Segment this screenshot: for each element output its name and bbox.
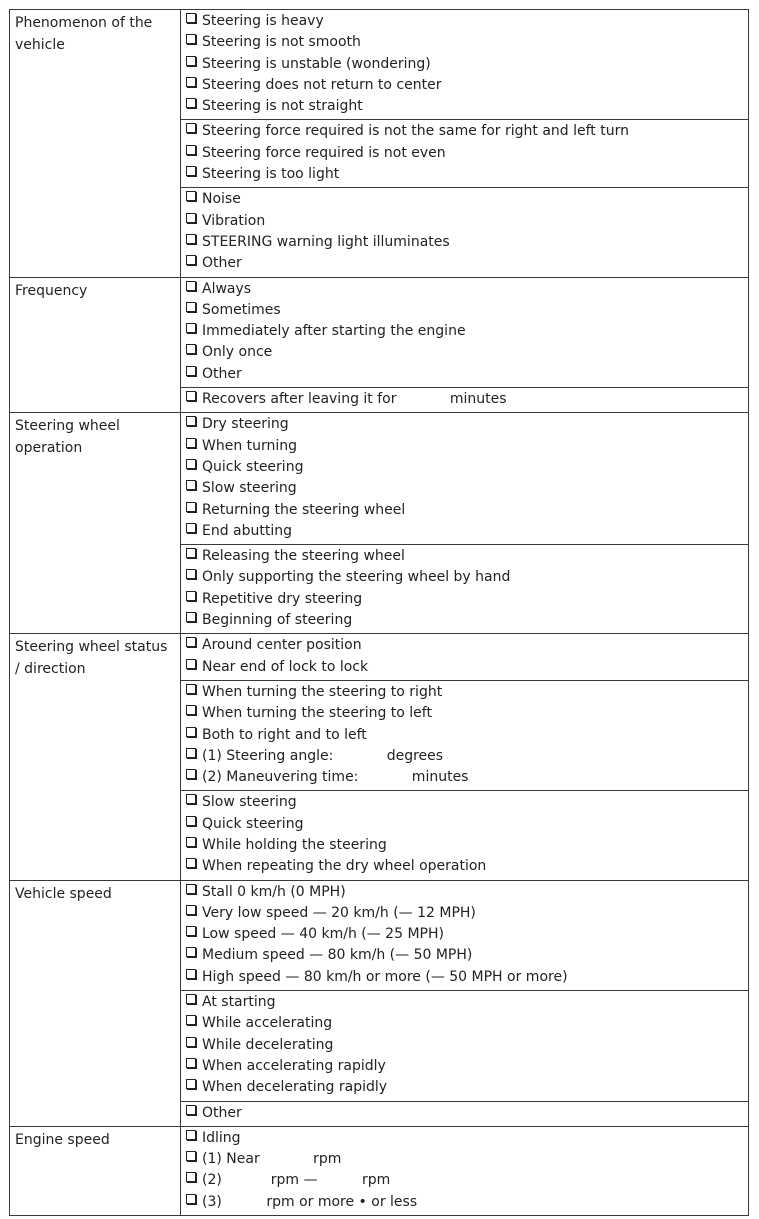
checkbox-icon[interactable] [186,727,196,737]
checkbox-icon[interactable] [186,302,196,312]
checkbox-option[interactable] [186,279,748,300]
option-label: High speed — 80 km/h or more (— 50 MPH or more) [202,968,568,985]
option-group [181,790,748,879]
options-cell [181,634,749,880]
worksheet-row [10,634,749,880]
diagnosis-worksheet-table [9,9,749,1216]
option-group [181,990,748,1100]
checkbox-option[interactable] [186,189,748,210]
checkbox-option[interactable] [186,814,748,835]
worksheet-row [10,1126,749,1215]
checkbox-icon[interactable] [186,523,196,533]
option-label: Near end of lock to lock [202,658,369,675]
option-label: Quick steering [202,815,304,832]
option-group [181,1127,748,1215]
checkbox-option[interactable] [186,121,748,142]
checkbox-option[interactable] [186,635,748,656]
option-label: Steering is unstable (wondering) [202,55,431,72]
checkbox-option[interactable] [186,856,748,877]
checkbox-icon[interactable] [186,1194,196,1204]
category-label: Steering wheel operation [10,413,181,634]
checkbox-option[interactable] [186,610,748,631]
option-label: Repetitive dry steering [202,590,363,607]
checkbox-option[interactable] [186,253,748,274]
checkbox-option[interactable] [186,478,748,499]
option-label: Steering does not return to center [202,76,442,93]
checkbox-icon[interactable] [186,569,196,579]
option-group [181,634,748,680]
checkbox-option[interactable] [186,457,748,478]
option-label: Slow steering [202,794,297,811]
option-label: When turning the steering to left [202,705,432,722]
option-label: Slow steering [202,480,297,497]
checkbox-icon[interactable] [186,947,196,957]
checkbox-option[interactable] [186,703,748,724]
checkbox-icon[interactable] [186,191,196,201]
option-label: STEERING warning light illuminates [202,233,450,250]
checkbox-icon[interactable] [186,416,196,426]
checkbox-option[interactable] [186,1056,748,1077]
checkbox-icon[interactable] [186,255,196,265]
option-group [181,10,748,119]
option-group [181,387,748,412]
checkbox-icon[interactable] [186,905,196,915]
checkbox-icon[interactable] [186,1058,196,1068]
checkbox-icon[interactable] [186,438,196,448]
checkbox-option[interactable] [186,967,748,988]
checkbox-option[interactable] [186,589,748,610]
checkbox-icon[interactable] [186,13,196,23]
checkbox-icon[interactable] [186,926,196,936]
option-label: (2) rpm — rpm [202,1172,391,1189]
category-label: Engine speed [10,1126,181,1215]
checkbox-icon[interactable] [186,1079,196,1089]
checkbox-icon[interactable] [186,969,196,979]
checkbox-option[interactable] [186,882,748,903]
worksheet-row [10,277,749,413]
worksheet-row [10,10,749,278]
options-cell [181,277,749,413]
option-label: Both to right and to left [202,726,367,743]
option-group [181,1101,748,1126]
option-label: Only supporting the steering wheel by hand [202,569,511,586]
option-group [181,187,748,276]
option-label: Noise [202,191,241,208]
option-label: Releasing the steering wheel [202,548,405,565]
checkbox-option[interactable] [186,546,748,567]
checkbox-option[interactable] [186,746,748,767]
checkbox-icon[interactable] [186,366,196,376]
option-label: While holding the steering [202,836,387,853]
checkbox-option[interactable] [186,321,748,342]
option-group [181,278,748,387]
option-label: Dry steering [202,416,289,433]
checkbox-option[interactable] [186,1077,748,1098]
checkbox-option[interactable] [186,1013,748,1034]
checkbox-option[interactable] [186,364,748,385]
checkbox-icon[interactable] [186,1172,196,1182]
option-label: At starting [202,994,276,1011]
checkbox-icon[interactable] [186,323,196,333]
checkbox-icon[interactable] [186,837,196,847]
checkbox-option[interactable] [186,75,748,96]
option-label: (2) Maneuvering time: minutes [202,769,469,786]
option-label: Vibration [202,212,266,229]
checkbox-icon[interactable] [186,1037,196,1047]
checkbox-icon[interactable] [186,77,196,87]
checkbox-icon[interactable] [186,1130,196,1140]
option-label: End abutting [202,522,293,539]
checkbox-icon[interactable] [186,816,196,826]
option-group [181,680,748,790]
option-label: Around center position [202,637,362,654]
checkbox-icon[interactable] [186,459,196,469]
checkbox-icon[interactable] [186,34,196,44]
checkbox-option[interactable] [186,500,748,521]
option-label: Steering is heavy [202,13,324,29]
option-label: Low speed — 40 km/h (— 25 MPH) [202,926,444,943]
worksheet-row [10,413,749,634]
option-label: Always [202,280,252,297]
category-label: Phenomenon of the vehicle [10,10,181,278]
checkbox-icon[interactable] [186,994,196,1004]
option-label: When turning [202,437,298,454]
option-label: Other [202,1104,242,1121]
checkbox-icon[interactable] [186,705,196,715]
option-label: Recovers after leaving it for minutes [202,391,507,408]
option-group [181,413,748,544]
checkbox-option[interactable] [186,835,748,856]
checkbox-option[interactable] [186,924,748,945]
option-label: (1) Near rpm [202,1151,342,1168]
checkbox-icon[interactable] [186,748,196,758]
category-label: Vehicle speed [10,880,181,1126]
checkbox-icon[interactable] [186,213,196,223]
option-label: When decelerating rapidly [202,1079,388,1096]
option-label: When repeating the dry wheel operation [202,858,487,875]
checkbox-option[interactable] [186,54,748,75]
checkbox-option[interactable] [186,300,748,321]
option-label: Steering force required is not the same for right and left turn [202,123,629,140]
checkbox-option[interactable] [186,143,748,164]
checkbox-icon[interactable] [186,769,196,779]
checkbox-option[interactable] [186,1128,748,1149]
options-cell [181,10,749,278]
checkbox-icon[interactable] [186,794,196,804]
checkbox-option[interactable] [186,164,748,185]
checkbox-icon[interactable] [186,56,196,66]
checkbox-option[interactable] [186,342,748,363]
option-label: Stall 0 km/h (0 MPH) [202,883,346,900]
checkbox-option[interactable] [186,992,748,1013]
option-label: Steering is not smooth [202,34,361,51]
checkbox-option[interactable] [186,414,748,435]
checkbox-option[interactable] [186,521,748,542]
checkbox-option[interactable] [186,567,748,588]
checkbox-icon[interactable] [186,480,196,490]
category-label: Steering wheel status / direction [10,634,181,880]
checkbox-icon[interactable] [186,591,196,601]
option-group [181,544,748,633]
option-label: While accelerating [202,1015,333,1032]
checkbox-option[interactable] [186,767,748,788]
option-label: (1) Steering angle: degrees [202,747,444,764]
option-group [181,881,748,990]
checkbox-option[interactable] [186,725,748,746]
option-label: Only once [202,344,273,361]
checkbox-option[interactable] [186,945,748,966]
option-label: (3) rpm or more • or less [202,1193,418,1210]
checkbox-option[interactable] [186,32,748,53]
checkbox-icon[interactable] [186,548,196,558]
checkbox-option[interactable] [186,11,748,32]
worksheet-body [10,10,749,1216]
option-label: Quick steering [202,458,304,475]
checkbox-icon[interactable] [186,145,196,155]
checkbox-icon[interactable] [186,234,196,244]
option-label: Beginning of steering [202,612,353,629]
checkbox-icon[interactable] [186,281,196,291]
checkbox-option[interactable] [186,682,748,703]
option-group [181,119,748,187]
worksheet-row [10,880,749,1126]
checkbox-option[interactable] [186,1170,748,1191]
option-label: While decelerating [202,1036,334,1053]
checkbox-option[interactable] [186,96,748,117]
options-cell [181,880,749,1126]
checkbox-icon[interactable] [186,612,196,622]
checkbox-icon[interactable] [186,684,196,694]
option-label: Medium speed — 80 km/h (— 50 MPH) [202,947,473,964]
option-label: Sometimes [202,301,281,318]
option-label: Immediately after starting the engine [202,323,466,340]
option-label: When accelerating rapidly [202,1057,386,1074]
checkbox-icon[interactable] [186,884,196,894]
checkbox-option[interactable] [186,232,748,253]
checkbox-option[interactable] [186,792,748,813]
options-cell [181,413,749,634]
option-label: Other [202,365,242,382]
checkbox-icon[interactable] [186,659,196,669]
option-label: Steering force required is not even [202,144,446,161]
checkbox-option[interactable] [186,1149,748,1170]
option-label: Very low speed — 20 km/h (— 12 MPH) [202,904,476,921]
checkbox-icon[interactable] [186,858,196,868]
checkbox-icon[interactable] [186,98,196,108]
checkbox-icon[interactable] [186,391,196,401]
option-label: Other [202,255,242,272]
checkbox-option[interactable] [186,1035,748,1056]
options-cell [181,1126,749,1215]
option-label: When turning the steering to right [202,683,443,700]
option-label: Returning the steering wheel [202,501,406,518]
checkbox-option[interactable] [186,436,748,457]
checkbox-icon[interactable] [186,1105,196,1115]
checkbox-icon[interactable] [186,1151,196,1161]
option-label: Steering is not straight [202,98,363,115]
checkbox-icon[interactable] [186,502,196,512]
category-label: Frequency [10,277,181,413]
checkbox-option[interactable] [186,903,748,924]
checkbox-option[interactable] [186,1103,748,1124]
option-label: Idling [202,1129,241,1146]
checkbox-option[interactable] [186,1192,748,1213]
checkbox-option[interactable] [186,657,748,678]
checkbox-icon[interactable] [186,123,196,133]
checkbox-icon[interactable] [186,166,196,176]
checkbox-icon[interactable] [186,637,196,647]
option-label: Steering is too light [202,166,340,183]
checkbox-icon[interactable] [186,344,196,354]
checkbox-icon[interactable] [186,1015,196,1025]
checkbox-option[interactable] [186,389,748,410]
checkbox-option[interactable] [186,211,748,232]
